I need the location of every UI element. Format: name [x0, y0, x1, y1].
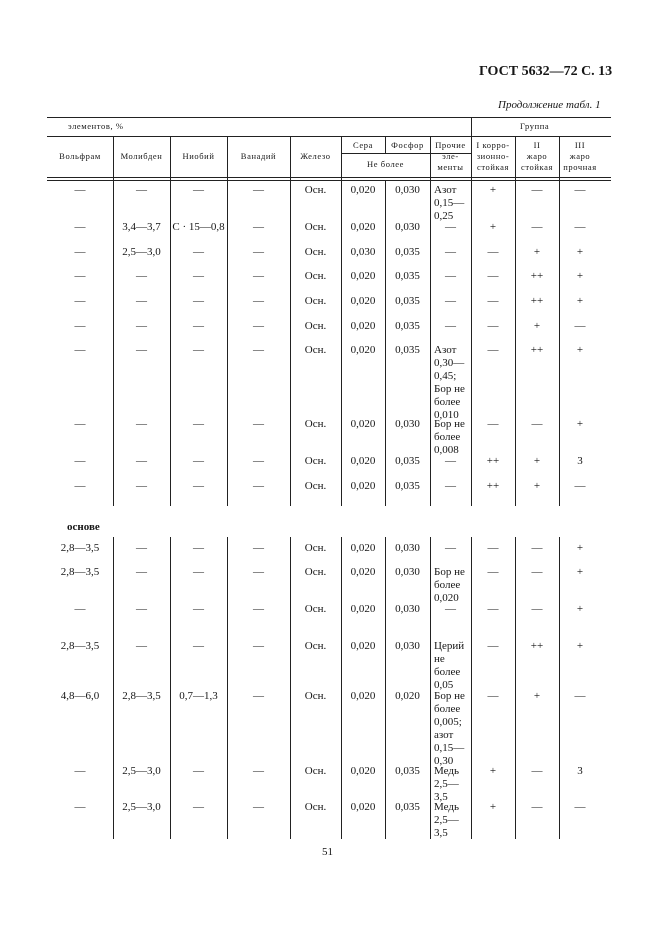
- cell-v: —: [253, 640, 264, 652]
- cell-mo: 2,5—3,0: [122, 765, 161, 777]
- cell-s: 0,020: [350, 295, 376, 307]
- cell-mo: —: [136, 270, 147, 282]
- cell-fe: Осн.: [304, 480, 327, 492]
- header-bottom-border-2: [47, 180, 611, 181]
- col-header-group-3: III жаро прочная: [563, 140, 597, 172]
- cell-fe: Осн.: [304, 765, 327, 777]
- cell-p: 0,030: [395, 640, 420, 652]
- cell-other-line: 0,020: [434, 592, 459, 604]
- cell-other-line: —: [445, 455, 456, 467]
- cell-w: —: [74, 765, 86, 777]
- cell-other-line: Азот: [434, 344, 457, 356]
- page-number: 51: [322, 846, 333, 858]
- cell-other: [430, 480, 471, 493]
- cell-mo: —: [136, 320, 147, 332]
- cell-nb: —: [193, 480, 204, 492]
- cell-s: 0,020: [350, 320, 376, 332]
- cell-other-line: 2,5—: [434, 814, 459, 826]
- cell-w: —: [74, 246, 86, 258]
- cell-other-line: более: [434, 396, 461, 408]
- cell-p: 0,035: [395, 765, 420, 777]
- cell-mo: —: [136, 603, 147, 615]
- cell-v: —: [253, 344, 264, 356]
- col-divider: [385, 537, 386, 839]
- cell-other-line: —: [445, 246, 456, 258]
- cell-other-line: —: [445, 542, 456, 554]
- cell-w: —: [74, 320, 86, 332]
- cell-other: [430, 270, 471, 283]
- cell-other-line: 0,15—: [434, 197, 465, 209]
- cell-other-line: 0,45;: [434, 370, 457, 382]
- elements-percent-label: элементов, %: [68, 121, 124, 131]
- cell-s: 0,020: [350, 455, 376, 467]
- cell-w: —: [74, 603, 86, 615]
- cell-other: [434, 566, 465, 605]
- cell-nb: —: [193, 765, 204, 777]
- col-header-niobium: Ниобий: [182, 151, 215, 161]
- cell-g1: —: [487, 320, 499, 332]
- header-divider: [47, 136, 611, 137]
- cell-g2: +: [533, 455, 541, 467]
- cell-other-line: более: [434, 579, 461, 591]
- cell-fe: Осн.: [304, 295, 327, 307]
- cell-fe: Осн.: [304, 603, 327, 615]
- cell-g3: +: [576, 566, 584, 578]
- cell-w: —: [74, 184, 86, 196]
- cell-g1: —: [487, 542, 499, 554]
- cell-fe: Осн.: [304, 542, 327, 554]
- cell-g1: —: [487, 295, 499, 307]
- cell-g3: +: [576, 418, 584, 430]
- cell-other-line: не: [434, 653, 445, 665]
- cell-p: 0,035: [395, 455, 420, 467]
- col-header-sulfur: Сера: [353, 140, 373, 150]
- cell-g2: —: [531, 418, 543, 430]
- cell-v: —: [253, 765, 264, 777]
- cell-mo: —: [136, 640, 147, 652]
- section-label: основе: [67, 521, 100, 533]
- cell-v: —: [253, 320, 264, 332]
- cell-other-line: Бор не: [434, 566, 465, 578]
- cell-v: —: [253, 455, 264, 467]
- col-divider: [341, 537, 342, 839]
- cell-other: [434, 344, 465, 422]
- cell-p: 0,035: [395, 480, 420, 492]
- cell-g2: —: [531, 603, 543, 615]
- cell-other-line: 0,30—: [434, 357, 465, 369]
- cell-w: 2,8—3,5: [60, 542, 100, 554]
- col-divider: [471, 117, 472, 506]
- cell-nb: —: [193, 270, 204, 282]
- cell-p: 0,030: [395, 221, 420, 233]
- cell-g3: +: [576, 640, 584, 652]
- cell-s: 0,020: [350, 221, 376, 233]
- cell-w: 4,8—6,0: [60, 690, 100, 702]
- cell-mo: 2,5—3,0: [122, 801, 161, 813]
- cell-g1: —: [487, 344, 499, 356]
- cell-g1: —: [487, 690, 499, 702]
- cell-fe: Осн.: [304, 184, 327, 196]
- cell-p: 0,020: [395, 690, 420, 702]
- cell-s: 0,020: [350, 542, 376, 554]
- cell-s: 0,020: [350, 184, 376, 196]
- cell-other-line: —: [445, 221, 456, 233]
- cell-other-line: 3,5: [434, 827, 448, 839]
- cell-s: 0,020: [350, 480, 376, 492]
- cell-g1: ++: [486, 455, 500, 467]
- cell-other-line: 3,5: [434, 791, 448, 803]
- cell-g3: +: [576, 270, 584, 282]
- cell-other: [430, 320, 471, 333]
- cell-g2: +: [533, 320, 541, 332]
- col-divider: [430, 537, 431, 839]
- cell-fe: Осн.: [304, 801, 327, 813]
- cell-v: —: [253, 542, 264, 554]
- cell-g3: +: [576, 295, 584, 307]
- cell-g3: —: [574, 690, 586, 702]
- cell-nb: —: [193, 566, 204, 578]
- cell-g1: —: [487, 640, 499, 652]
- cell-other: [434, 765, 459, 804]
- cell-nb: —: [193, 295, 204, 307]
- cell-mo: 3,4—3,7: [122, 221, 161, 233]
- cell-mo: —: [136, 418, 147, 430]
- cell-g2: ++: [530, 344, 544, 356]
- col-divider: [170, 537, 171, 839]
- cell-v: —: [253, 480, 264, 492]
- cell-g3: +: [576, 542, 584, 554]
- cell-w: —: [74, 270, 86, 282]
- cell-w: 2,8—3,5: [60, 640, 100, 652]
- cell-g3: —: [574, 320, 586, 332]
- col-header-vanadium: Ванадий: [240, 151, 277, 161]
- cell-mo: 2,8—3,5: [122, 690, 161, 702]
- cell-s: 0,020: [350, 765, 376, 777]
- cell-v: —: [253, 418, 264, 430]
- col-divider: [471, 537, 472, 839]
- cell-nb: —: [193, 801, 204, 813]
- cell-other: [430, 295, 471, 308]
- cell-g3: +: [576, 246, 584, 258]
- cell-other: [430, 221, 471, 234]
- cell-w: —: [74, 480, 86, 492]
- cell-other-line: Церий: [434, 640, 465, 652]
- cell-nb: —: [193, 455, 204, 467]
- cell-fe: Осн.: [304, 640, 327, 652]
- cell-mo: —: [136, 480, 147, 492]
- cell-w: —: [74, 418, 86, 430]
- cell-g3: +: [576, 603, 584, 615]
- cell-fe: Осн.: [304, 418, 327, 430]
- cell-g1: +: [489, 801, 497, 813]
- cell-g3: 3: [577, 765, 583, 777]
- cell-other: [434, 184, 464, 223]
- cell-mo: —: [136, 295, 147, 307]
- cell-nb: —: [193, 320, 204, 332]
- cell-nb: —: [193, 640, 204, 652]
- cell-other: [430, 603, 471, 616]
- cell-g3: —: [574, 221, 586, 233]
- cell-fe: Осн.: [304, 270, 327, 282]
- cell-g2: ++: [530, 640, 544, 652]
- cell-s: 0,020: [350, 344, 376, 356]
- cell-other-line: 0,010: [434, 409, 459, 421]
- cell-g1: —: [487, 566, 499, 578]
- cell-fe: Осн.: [304, 320, 327, 332]
- cell-other-line: 2,5—: [434, 778, 459, 790]
- cell-other-line: Азот: [434, 184, 457, 196]
- cell-mo: —: [136, 566, 147, 578]
- col-header-group-2: II жаро стойкая: [520, 140, 554, 172]
- cell-fe: Осн.: [304, 221, 327, 233]
- cell-nb: С · 15—0,8: [172, 221, 225, 233]
- cell-w: —: [74, 344, 86, 356]
- cell-g3: —: [574, 801, 586, 813]
- cell-mo: —: [136, 455, 147, 467]
- cell-v: —: [253, 603, 264, 615]
- cell-other-line: —: [445, 603, 456, 615]
- cell-v: —: [253, 566, 264, 578]
- table-top-border: [47, 117, 611, 118]
- cell-other: [430, 246, 471, 259]
- cell-g1: +: [489, 765, 497, 777]
- cell-nb: —: [193, 603, 204, 615]
- cell-fe: Осн.: [304, 455, 327, 467]
- col-header-molybdenum: Молибден: [120, 151, 163, 161]
- col-header-phosphorus: Фосфор: [391, 140, 424, 150]
- cell-other-line: 0,15—: [434, 742, 465, 754]
- cell-p: 0,030: [395, 566, 420, 578]
- cell-w: —: [74, 295, 86, 307]
- cell-nb: —: [193, 184, 204, 196]
- cell-w: —: [74, 801, 86, 813]
- cell-g3: —: [574, 184, 586, 196]
- cell-other-line: более: [434, 703, 461, 715]
- cell-other: [430, 542, 471, 555]
- cell-s: 0,030: [350, 246, 376, 258]
- cell-w: —: [74, 221, 86, 233]
- cell-p: 0,035: [395, 295, 420, 307]
- cell-g1: +: [489, 184, 497, 196]
- group-label: Группа: [520, 121, 550, 131]
- cell-g1: +: [489, 221, 497, 233]
- cell-mo: —: [136, 344, 147, 356]
- cell-other: [434, 801, 459, 840]
- cell-other-line: Бор не: [434, 418, 465, 430]
- cell-v: —: [253, 221, 264, 233]
- cell-p: 0,030: [395, 184, 420, 196]
- cell-p: 0,030: [395, 418, 420, 430]
- cell-p: 0,030: [395, 542, 420, 554]
- cell-nb: —: [193, 542, 204, 554]
- cell-v: —: [253, 690, 264, 702]
- cell-other-line: —: [445, 480, 456, 492]
- cell-nb: 0,7—1,3: [179, 690, 218, 702]
- col-header-group-1: I корро- зионно- стойкая: [476, 140, 510, 172]
- table-continuation-label: Продолжение табл. 1: [498, 99, 601, 111]
- cell-g2: —: [531, 542, 543, 554]
- cell-other-line: 0,30: [434, 755, 454, 767]
- cell-p: 0,035: [395, 320, 420, 332]
- cell-other-line: —: [445, 320, 456, 332]
- cell-s: 0,020: [350, 603, 376, 615]
- cell-p: 0,035: [395, 270, 420, 282]
- cell-w: —: [74, 455, 86, 467]
- cell-other-line: 0,05: [434, 679, 454, 691]
- cell-other-line: Бор не: [434, 383, 465, 395]
- cell-mo: —: [136, 184, 147, 196]
- col-divider: [227, 537, 228, 839]
- cell-other-line: 0,25: [434, 210, 454, 222]
- cell-g3: +: [576, 344, 584, 356]
- cell-g2: +: [533, 480, 541, 492]
- cell-g1: —: [487, 246, 499, 258]
- cell-mo: —: [136, 542, 147, 554]
- col-header-tungsten: Вольфрам: [59, 151, 101, 161]
- cell-s: 0,020: [350, 270, 376, 282]
- cell-nb: —: [193, 246, 204, 258]
- cell-v: —: [253, 184, 264, 196]
- cell-fe: Осн.: [304, 690, 327, 702]
- cell-v: —: [253, 801, 264, 813]
- cell-s: 0,020: [350, 566, 376, 578]
- cell-g2: —: [531, 221, 543, 233]
- cell-other-line: Бор не: [434, 690, 465, 702]
- cell-g2: —: [531, 566, 543, 578]
- cell-g1: —: [487, 603, 499, 615]
- cell-mo: 2,5—3,0: [122, 246, 161, 258]
- cell-nb: —: [193, 418, 204, 430]
- cell-other-line: более: [434, 666, 461, 678]
- cell-g2: +: [533, 246, 541, 258]
- cell-w: 2,8—3,5: [60, 566, 100, 578]
- cell-g3: —: [574, 480, 586, 492]
- cell-other-line: более: [434, 431, 461, 443]
- cell-g2: ++: [530, 270, 544, 282]
- not-more-label: Не более: [366, 159, 405, 169]
- col-divider: [290, 537, 291, 839]
- cell-fe: Осн.: [304, 246, 327, 258]
- cell-v: —: [253, 270, 264, 282]
- cell-other: [434, 418, 465, 457]
- cell-other-line: азот: [434, 729, 454, 741]
- cell-g1: ++: [486, 480, 500, 492]
- cell-p: 0,030: [395, 603, 420, 615]
- cell-other: [434, 640, 464, 692]
- col-header-iron: Железо: [300, 151, 331, 161]
- cell-other-line: —: [445, 270, 456, 282]
- col-header-other: Прочие эле- менты: [435, 140, 466, 172]
- cell-g2: —: [531, 801, 543, 813]
- cell-g2: —: [531, 765, 543, 777]
- cell-nb: —: [193, 344, 204, 356]
- col-divider: [515, 537, 516, 839]
- cell-g1: —: [487, 418, 499, 430]
- cell-other-line: Медь: [434, 765, 459, 777]
- cell-g1: —: [487, 270, 499, 282]
- cell-v: —: [253, 295, 264, 307]
- cell-s: 0,020: [350, 640, 376, 652]
- page-header-title: ГОСТ 5632—72 С. 13: [479, 64, 613, 79]
- cell-g3: 3: [577, 455, 583, 467]
- cell-fe: Осн.: [304, 344, 327, 356]
- cell-s: 0,020: [350, 801, 376, 813]
- cell-other: [434, 690, 465, 768]
- cell-p: 0,035: [395, 246, 420, 258]
- cell-other-line: —: [445, 295, 456, 307]
- cell-g2: ++: [530, 295, 544, 307]
- cell-s: 0,020: [350, 418, 376, 430]
- cell-fe: Осн.: [304, 566, 327, 578]
- cell-p: 0,035: [395, 344, 420, 356]
- cell-g2: +: [533, 690, 541, 702]
- cell-other-line: Медь: [434, 801, 459, 813]
- cell-s: 0,020: [350, 690, 376, 702]
- col-divider: [113, 537, 114, 839]
- cell-p: 0,035: [395, 801, 420, 813]
- header-bottom-border: [47, 177, 611, 178]
- col-divider: [559, 537, 560, 839]
- cell-v: —: [253, 246, 264, 258]
- cell-other-line: 0,005;: [434, 716, 462, 728]
- cell-other: [430, 455, 471, 468]
- cell-other-line: 0,008: [434, 444, 459, 456]
- cell-g2: —: [531, 184, 543, 196]
